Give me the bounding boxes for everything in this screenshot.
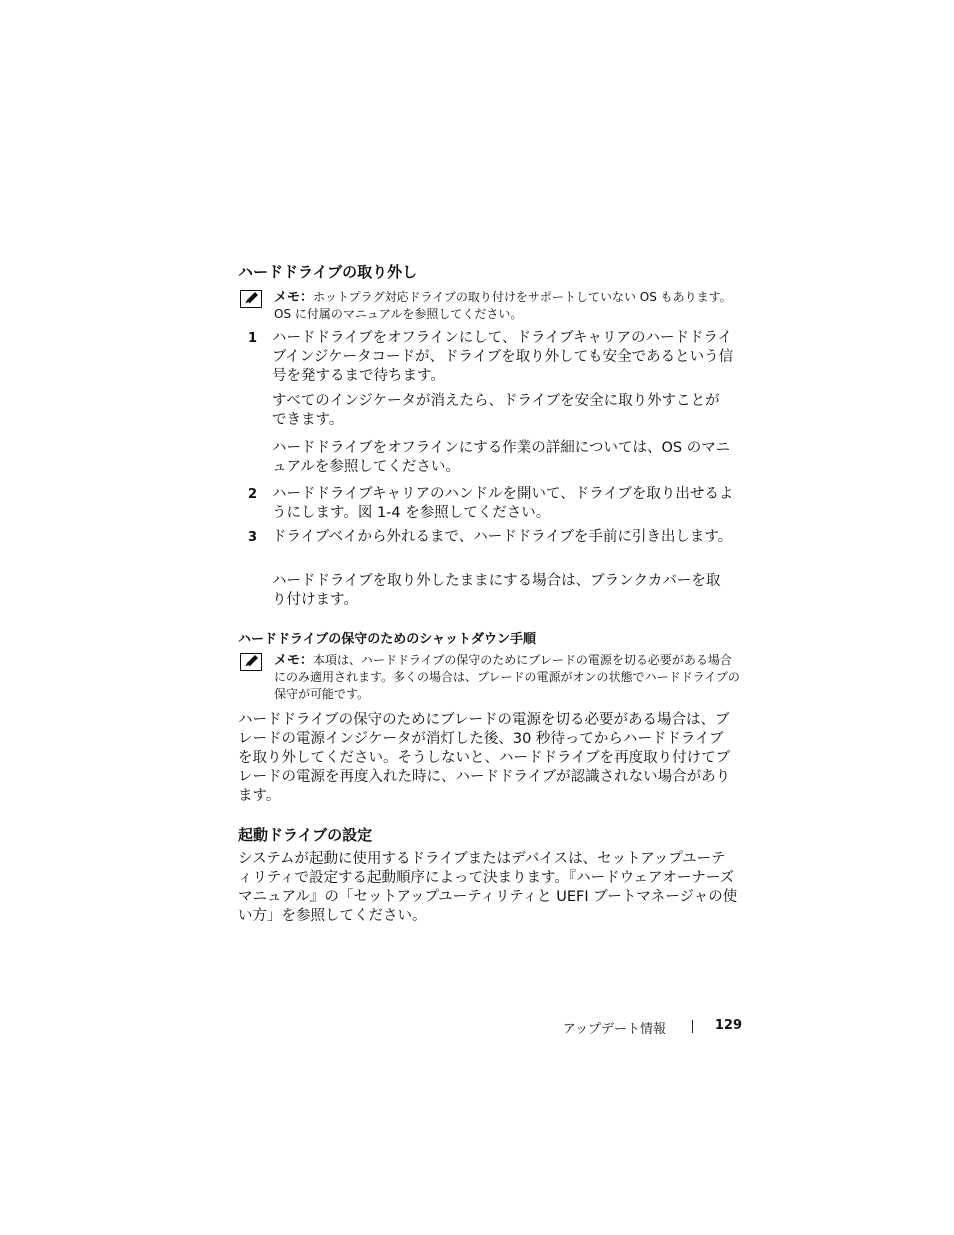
step-3-note-blank-cover: ハードドライブを取り外したままにする場合は、ブランクカバーを取り付けます。 (272, 573, 721, 608)
step-number: 1 (248, 331, 258, 346)
step-number: 3 (248, 530, 258, 545)
section-heading-boot-drive: 起動ドライブの設定 (238, 826, 373, 844)
note-body: ホットプラグ対応ドライブの取り付けをサポートしていない OS もあります。OS に付属のマニュアルを参照してください。 (274, 290, 732, 321)
note-block-shutdown (240, 652, 740, 706)
shutdown-body: ハードドライブの保守のためにブレードの電源を切る必要がある場合は、ブレードの電源インジケータが消灯した後、30 秒待ってからハードドライブを取り外してください。そうしないと、ハードドライブを再度取り付けてブレードの電源を再度入れた時に、ハードドライブが認識されない場合があります。 (238, 712, 731, 804)
step-1-note-offline: ハードドライブをオフラインにする作業の詳細については、OS のマニュアルを参照してください。 (272, 440, 731, 475)
step-1-note-indicators: すべてのインジケータが消えたら、ドライブを安全に取り外すことができます。 (272, 393, 720, 428)
pencil-note-icon (240, 290, 262, 308)
step-text: ドライブベイから外れるまで、ハードドライブを手前に引き出します。 (272, 529, 733, 545)
page-footer (500, 1018, 742, 1036)
pencil-note-icon (240, 653, 262, 671)
section-heading-remove-drive: ハードドライブの取り外し (238, 263, 418, 281)
step-1 (248, 329, 738, 389)
footer-separator (692, 1020, 693, 1033)
note-label: メモ： (274, 653, 314, 668)
page-number: 129 (714, 1018, 742, 1033)
step-2 (248, 485, 738, 525)
step-number: 2 (248, 487, 258, 502)
step-3 (248, 528, 738, 568)
footer-title: アップデート情報 (562, 1022, 666, 1037)
note-text (274, 652, 740, 703)
note-block-hotplug (240, 289, 740, 325)
note-body: 本項は、ハードドライブの保守のためにブレードの電源を切る必要がある場合にのみ適用されます。多くの場合は、ブレードの電源がオンの状態でハードドライブの保守が可能です。 (274, 653, 740, 701)
boot-drive-body: システムが起動に使用するドライブまたはデバイスは、セットアップユーティリティで設定する起動順序によって決まります。『ハードウェアオーナーズマニュアル』の「セットアップユーティリティと UEFI ブートマネージャの使い方」を参照してください。 (238, 851, 738, 924)
note-label: メモ： (274, 290, 314, 305)
step-text: ハードドライブキャリアのハンドルを開いて、ドライブを取り出せるようにします。図 1-4 を参照してください。 (272, 486, 734, 521)
section-heading-shutdown: ハードドライブの保守のためのシャットダウン手順 (238, 632, 536, 647)
note-text (274, 289, 740, 323)
step-text: ハードドライブをオフラインにして、ドライブキャリアのハードドライブインジケータコードが、ドライブを取り外しても安全であるという信号を発するまで待ちます。 (272, 330, 734, 384)
